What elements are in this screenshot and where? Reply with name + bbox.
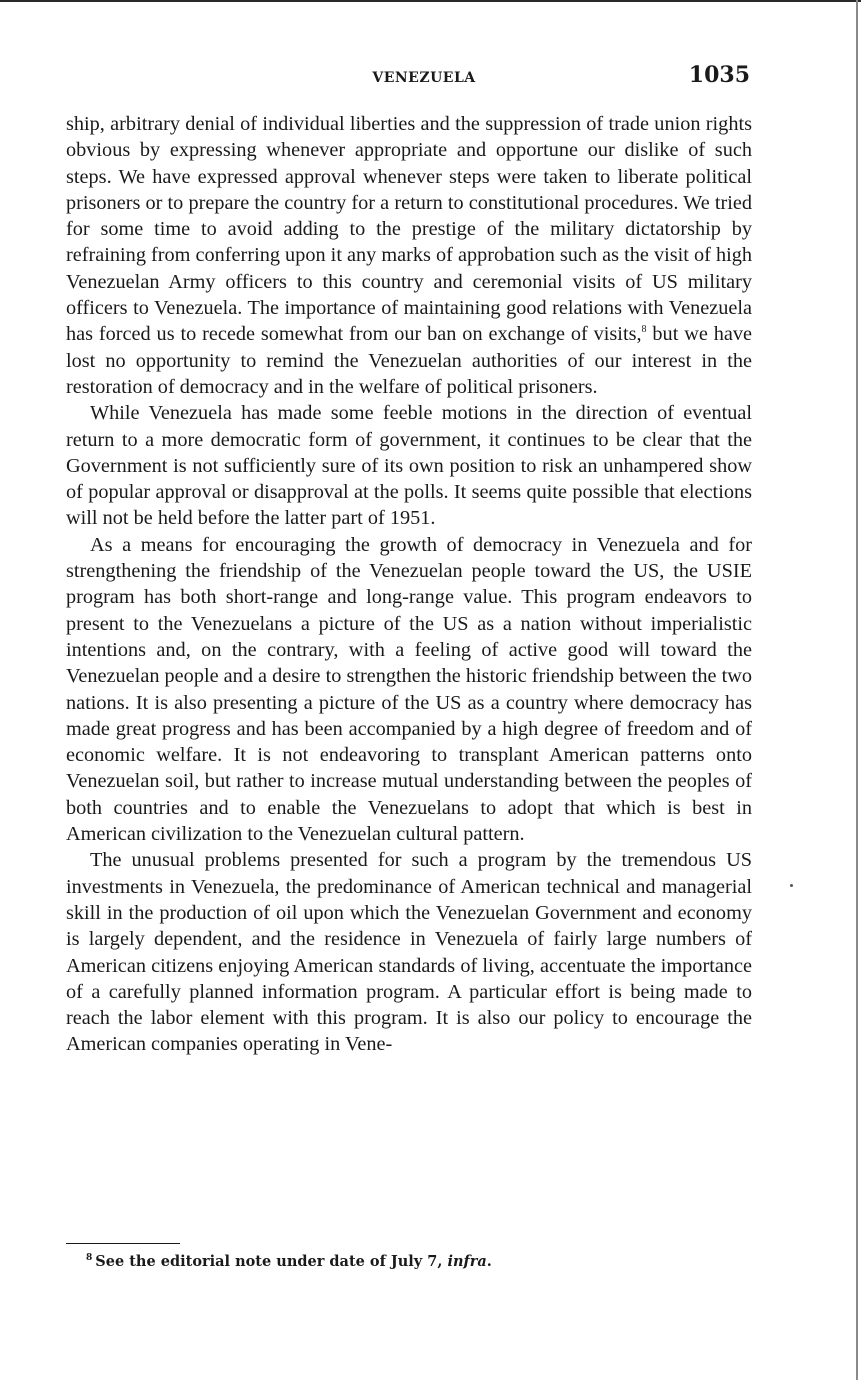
footnote-end: . <box>486 1253 492 1270</box>
body-text <box>66 111 752 1058</box>
paragraph-1-text-b: but we have lost no opportunity to remind the Venezuelan authorities of our interest in the restoration of democracy and in the welfare of political prisoners. <box>66 323 752 398</box>
footnote-emphasis: infra <box>447 1253 487 1270</box>
running-header <box>66 62 752 94</box>
page-number: 1035 <box>688 62 750 88</box>
page-edge-line <box>856 0 858 1380</box>
footnote-marker: 8 <box>86 1253 93 1264</box>
footnote-text: See the editorial note under date of July 7, <box>95 1253 448 1270</box>
print-speck <box>790 884 793 887</box>
paragraph-2: While Venezuela has made some feeble motions in the direction of eventual return to a more democratic form of government, it continues to be clear that the Government is not sufficiently sure of its own position to risk an unhampered show of popular approval or disapproval at the polls. It seems quite possible that elections will not be held before the latter part of 1951. <box>66 402 752 530</box>
paragraph-4: The unusual problems presented for such a program by the tremendous US investments in Venezuela, the predominance of American technical and managerial skill in the production of oil upon which the Venezuelan Government and economy is largely dependent, and the residence in Venezuela of fairly large numbers of American citizens enjoying American standards of living, accentuate the importance of a carefully planned information program. A particular effort is being made to reach the labor element with this program. It is also our policy to encourage the American companies operating in Vene- <box>66 849 752 1056</box>
footnote-reference: 8 <box>641 324 647 336</box>
footnote <box>86 1253 492 1270</box>
paragraph-3: As a means for encouraging the growth of democracy in Venezuela and for strengthening the friendship of the Venezuelan people toward the US, the USIE program has both short-range and long-range value. This program endeavors to present to the Venezuelans a picture of the US as a nation without imperialistic intentions and, on the contrary, with a feeling of active good will toward the Venezuelan people and a desire to strengthen the historic friendship between the two nations. It is also presenting a picture of the US as a country where democracy has made great progress and has been accompanied by a high degree of freedom and of economic welfare. It is not endeavoring to transplant American patterns onto Venezuelan soil, but rather to increase mutual understanding between the peoples of both countries and to enable the Venezuelans to adopt that which is best in American civilization to the Venezuelan cultural pattern. <box>66 533 752 846</box>
top-border-line <box>0 0 861 2</box>
paragraph-1-text-a: ship, arbitrary denial of individual liberties and the suppression of trade union rights obvious by expressing whenever appropriate and opportune our dislike of such steps. We have expressed approval whenever steps were taken to liberate political prisoners or to prepare the country for a return to constitutional procedures. We tried for some time to avoid adding to the prestige of the military dictatorship by refraining from conferring upon it any marks of approbation such as the visit of high Venezuelan Army officers to this country and ceremonial visits of US military officers to Venezuela. The importance of maintaining good relations with Venezuela has forced us to recede somewhat from our ban on exchange of visits, <box>66 113 753 346</box>
paragraph-1 <box>66 111 752 400</box>
footnote-divider <box>66 1243 180 1244</box>
running-title: VENEZUELA <box>372 70 476 86</box>
